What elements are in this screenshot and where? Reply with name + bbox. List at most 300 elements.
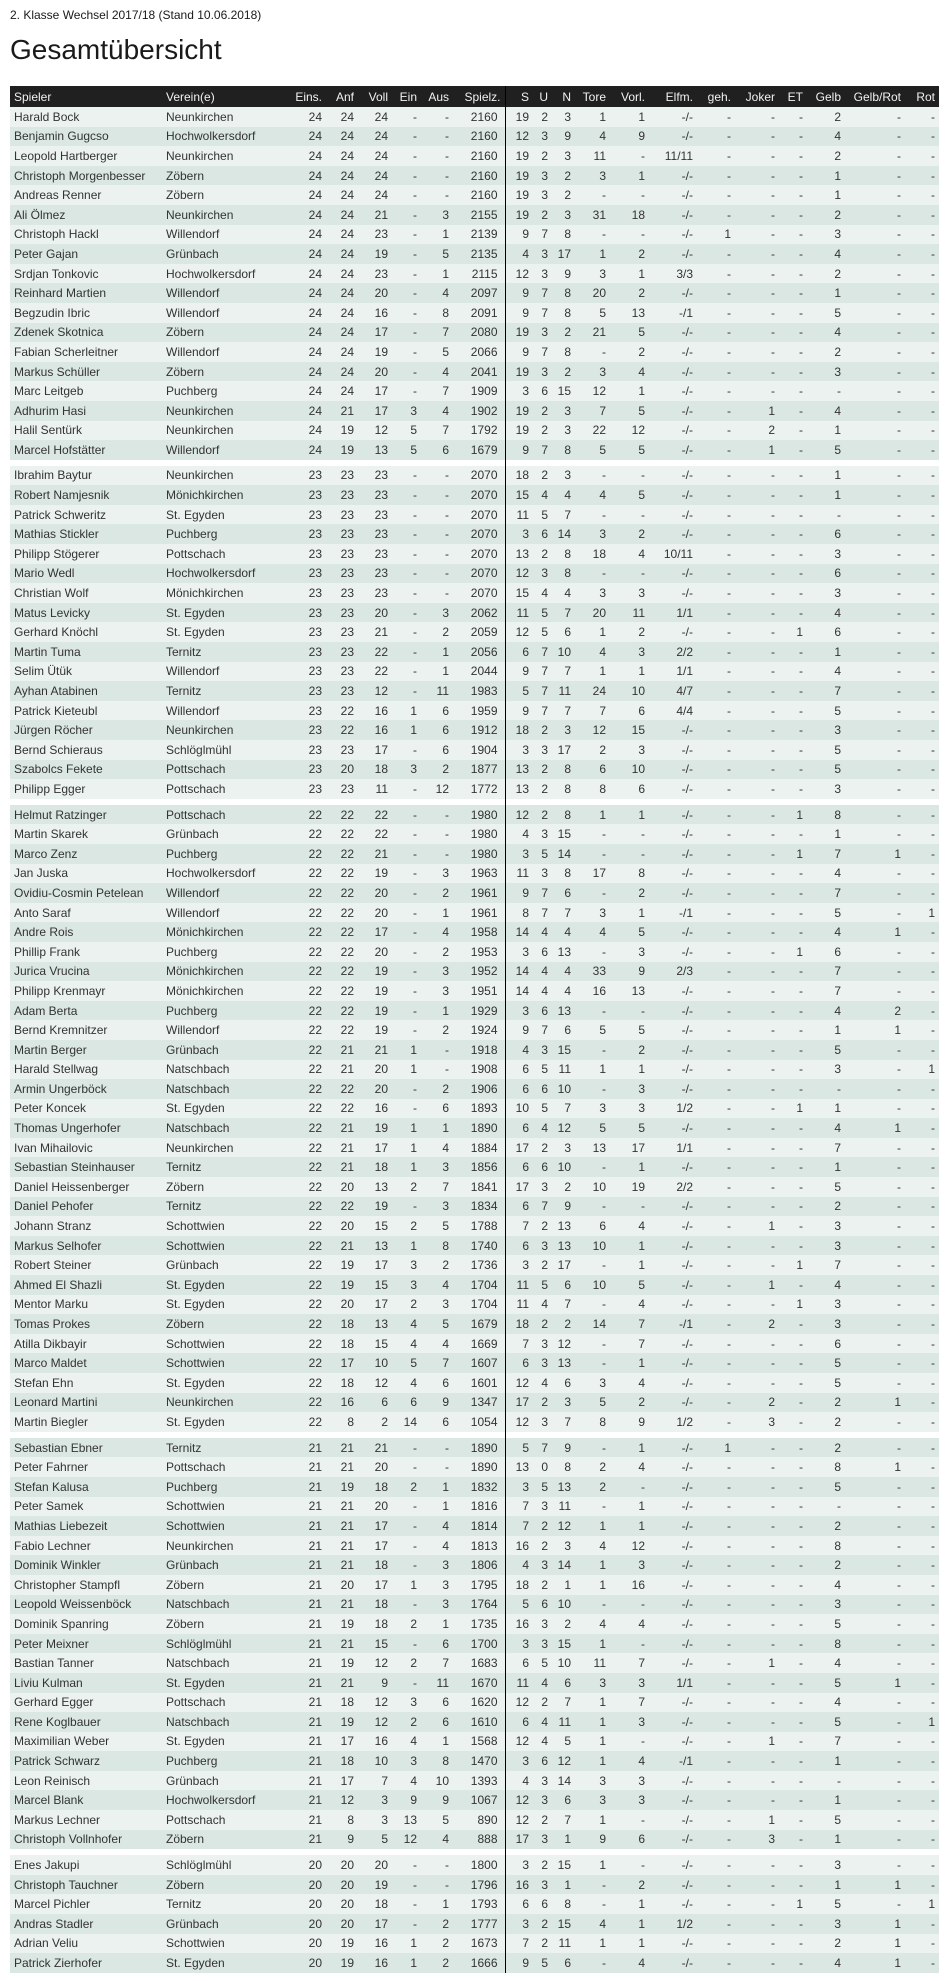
stat-cell-gelb: 2 bbox=[807, 1412, 845, 1432]
stat-cell-s: 3 bbox=[505, 1914, 533, 1934]
club-cell: Zöbern bbox=[162, 1875, 282, 1895]
stat-cell-s: 6 bbox=[505, 1712, 533, 1732]
stat-cell-eins: 21 bbox=[282, 1497, 326, 1517]
stat-cell-eins: 24 bbox=[282, 185, 326, 205]
stat-cell-ein: 1 bbox=[392, 1575, 421, 1595]
stat-cell-geh: - bbox=[697, 583, 735, 603]
stat-cell-elfm: -/- bbox=[649, 622, 697, 642]
stat-cell-tore: 9 bbox=[575, 1830, 610, 1850]
stat-cell-u: 7 bbox=[533, 1438, 552, 1458]
stat-cell-gelb: 5 bbox=[807, 903, 845, 923]
stat-cell-vorl: 6 bbox=[610, 701, 649, 721]
stat-cell-u: 6 bbox=[533, 1894, 552, 1914]
stat-cell-ein: - bbox=[392, 642, 421, 662]
stat-cell-eins: 22 bbox=[282, 1412, 326, 1432]
stat-cell-s: 13 bbox=[505, 779, 533, 799]
stat-cell-tore: 8 bbox=[575, 1412, 610, 1432]
stat-cell-rot: - bbox=[905, 1295, 939, 1315]
stat-cell-n: 15 bbox=[552, 381, 575, 401]
table-row bbox=[10, 127, 939, 147]
table-row bbox=[10, 1771, 939, 1791]
stat-cell-anf: 24 bbox=[326, 264, 358, 284]
stat-cell-spielz: 1764 bbox=[453, 1595, 505, 1615]
stat-cell-elfm: -/- bbox=[649, 1653, 697, 1673]
stat-cell-eins: 21 bbox=[282, 1751, 326, 1771]
stat-cell-rot: - bbox=[905, 805, 939, 825]
stat-cell-s: 12 bbox=[505, 1693, 533, 1713]
table-row bbox=[10, 1934, 939, 1954]
stat-cell-spielz: 2070 bbox=[453, 505, 505, 525]
stat-cell-aus: 5 bbox=[421, 1314, 453, 1334]
stat-cell-eins: 24 bbox=[282, 283, 326, 303]
player-name-cell: Mario Wedl bbox=[10, 564, 162, 584]
stat-cell-geh: - bbox=[697, 681, 735, 701]
stat-cell-eins: 24 bbox=[282, 362, 326, 382]
table-row bbox=[10, 1497, 939, 1517]
stat-cell-s: 11 bbox=[505, 1673, 533, 1693]
stat-cell-rot: - bbox=[905, 1875, 939, 1895]
stat-cell-tore: - bbox=[575, 844, 610, 864]
stat-cell-et: - bbox=[779, 642, 807, 662]
stat-cell-et: - bbox=[779, 283, 807, 303]
stat-cell-u: 2 bbox=[533, 1536, 552, 1556]
stat-cell-geh: - bbox=[697, 1275, 735, 1295]
stat-cell-voll: 18 bbox=[358, 1157, 392, 1177]
stat-cell-tore: - bbox=[575, 1894, 610, 1914]
stat-cell-gelb: 4 bbox=[807, 922, 845, 942]
stat-cell-et: - bbox=[779, 1060, 807, 1080]
stat-cell-n: 3 bbox=[552, 146, 575, 166]
stat-cell-u: 5 bbox=[533, 505, 552, 525]
stat-cell-eins: 20 bbox=[282, 1894, 326, 1914]
stat-cell-tore: 1 bbox=[575, 1855, 610, 1875]
stat-cell-aus: 11 bbox=[421, 681, 453, 701]
stat-cell-s: 9 bbox=[505, 883, 533, 903]
stat-cell-gelb: 1 bbox=[807, 1790, 845, 1810]
stat-cell-joker: - bbox=[735, 701, 779, 721]
stat-cell-gelb: 3 bbox=[807, 544, 845, 564]
stat-cell-aus: 2 bbox=[421, 942, 453, 962]
stat-cell-aus: 3 bbox=[421, 1295, 453, 1315]
stat-cell-tore: 1 bbox=[575, 1634, 610, 1654]
stat-cell-vorl: 1 bbox=[610, 1914, 649, 1934]
stat-cell-rot: - bbox=[905, 824, 939, 844]
stat-cell-elfm: -/- bbox=[649, 466, 697, 486]
stat-cell-et: - bbox=[779, 1177, 807, 1197]
club-cell: Ternitz bbox=[162, 1894, 282, 1914]
stat-cell-s: 7 bbox=[505, 1497, 533, 1517]
stat-cell-aus: 1 bbox=[421, 225, 453, 245]
player-name-cell: Leonard Martini bbox=[10, 1393, 162, 1413]
stat-cell-s: 18 bbox=[505, 1575, 533, 1595]
stat-cell-tore: - bbox=[575, 1157, 610, 1177]
stat-cell-ein: - bbox=[392, 505, 421, 525]
stat-cell-u: 2 bbox=[533, 1914, 552, 1934]
stat-cell-spielz: 1800 bbox=[453, 1855, 505, 1875]
stat-cell-gelb-rot: - bbox=[845, 342, 905, 362]
stat-cell-aus: 4 bbox=[421, 1536, 453, 1556]
stat-cell-elfm: 4/7 bbox=[649, 681, 697, 701]
player-name-cell: Reinhard Martien bbox=[10, 283, 162, 303]
page-subtitle: 2. Klasse Wechsel 2017/18 (Stand 10.06.2018) bbox=[10, 8, 262, 22]
stat-cell-spielz: 1814 bbox=[453, 1516, 505, 1536]
stat-cell-et: - bbox=[779, 127, 807, 147]
stat-cell-u: 3 bbox=[533, 166, 552, 186]
stat-cell-rot: - bbox=[905, 1790, 939, 1810]
stat-cell-aus: 1 bbox=[421, 642, 453, 662]
stat-cell-spielz: 1906 bbox=[453, 1079, 505, 1099]
stat-cell-anf: 21 bbox=[326, 1438, 358, 1458]
stat-cell-eins: 22 bbox=[282, 942, 326, 962]
club-cell: Grünbach bbox=[162, 1771, 282, 1791]
stat-cell-joker: - bbox=[735, 107, 779, 127]
stat-cell-aus: 6 bbox=[421, 440, 453, 460]
stat-cell-joker: 1 bbox=[735, 1216, 779, 1236]
stat-cell-s: 12 bbox=[505, 1790, 533, 1810]
stat-cell-gelb-rot: - bbox=[845, 1771, 905, 1791]
stat-cell-n: 3 bbox=[552, 466, 575, 486]
club-cell: Zöbern bbox=[162, 1314, 282, 1334]
stat-cell-et: - bbox=[779, 323, 807, 343]
stat-cell-elfm: -/- bbox=[649, 1614, 697, 1634]
stat-cell-anf: 21 bbox=[326, 1634, 358, 1654]
stat-cell-tore: - bbox=[575, 1295, 610, 1315]
stat-cell-spielz: 1067 bbox=[453, 1790, 505, 1810]
stat-cell-et: - bbox=[779, 662, 807, 682]
stat-cell-s: 6 bbox=[505, 1157, 533, 1177]
stat-cell-gelb: 7 bbox=[807, 883, 845, 903]
stat-cell-voll: 23 bbox=[358, 524, 392, 544]
stat-cell-n: 15 bbox=[552, 824, 575, 844]
stat-cell-geh: - bbox=[697, 1751, 735, 1771]
stat-cell-gelb-rot: - bbox=[845, 1614, 905, 1634]
stat-cell-vorl: 1 bbox=[610, 107, 649, 127]
stat-cell-gelb: 4 bbox=[807, 401, 845, 421]
stat-cell-u: 7 bbox=[533, 701, 552, 721]
club-cell: Grünbach bbox=[162, 1255, 282, 1275]
stat-cell-rot: - bbox=[905, 421, 939, 441]
stat-cell-et: - bbox=[779, 342, 807, 362]
stat-cell-eins: 24 bbox=[282, 244, 326, 264]
stat-cell-s: 7 bbox=[505, 1516, 533, 1536]
stat-cell-ein: 1 bbox=[392, 1157, 421, 1177]
stat-cell-ein: - bbox=[392, 127, 421, 147]
stat-cell-elfm: -/- bbox=[649, 283, 697, 303]
table-row bbox=[10, 1353, 939, 1373]
stat-cell-voll: 22 bbox=[358, 805, 392, 825]
column-header-geh: geh. bbox=[697, 86, 735, 107]
stat-cell-u: 3 bbox=[533, 1771, 552, 1791]
stat-cell-gelb-rot: - bbox=[845, 622, 905, 642]
player-name-cell: Mentor Marku bbox=[10, 1295, 162, 1315]
stat-cell-gelb-rot: - bbox=[845, 107, 905, 127]
stat-cell-elfm: 2/2 bbox=[649, 642, 697, 662]
stat-cell-et: - bbox=[779, 466, 807, 486]
stat-cell-anf: 24 bbox=[326, 205, 358, 225]
stat-cell-anf: 23 bbox=[326, 740, 358, 760]
stat-cell-joker: - bbox=[735, 1138, 779, 1158]
stat-cell-n: 12 bbox=[552, 1516, 575, 1536]
stat-cell-eins: 24 bbox=[282, 146, 326, 166]
stat-cell-geh: - bbox=[697, 1555, 735, 1575]
stat-cell-voll: 17 bbox=[358, 922, 392, 942]
stat-cell-gelb-rot: - bbox=[845, 1040, 905, 1060]
stat-cell-elfm: -/- bbox=[649, 225, 697, 245]
stat-cell-u: 7 bbox=[533, 681, 552, 701]
stat-cell-gelb: 4 bbox=[807, 603, 845, 623]
stat-cell-spielz: 1607 bbox=[453, 1353, 505, 1373]
stat-cell-rot: - bbox=[905, 107, 939, 127]
stat-cell-aus: - bbox=[421, 1060, 453, 1080]
stat-cell-geh: - bbox=[697, 205, 735, 225]
stat-cell-aus: 7 bbox=[421, 1353, 453, 1373]
club-cell: Grünbach bbox=[162, 1040, 282, 1060]
club-cell: Schlöglmühl bbox=[162, 1634, 282, 1654]
stat-cell-tore: - bbox=[575, 1875, 610, 1895]
stat-cell-joker: - bbox=[735, 779, 779, 799]
stat-cell-spielz: 2160 bbox=[453, 166, 505, 186]
table-row bbox=[10, 1516, 939, 1536]
stat-cell-voll: 15 bbox=[358, 1275, 392, 1295]
stat-cell-vorl: 12 bbox=[610, 1536, 649, 1556]
player-name-cell: Marco Zenz bbox=[10, 844, 162, 864]
stat-cell-ein: 3 bbox=[392, 1275, 421, 1295]
stat-cell-elfm: -/- bbox=[649, 401, 697, 421]
stat-cell-gelb-rot: - bbox=[845, 681, 905, 701]
stat-cell-gelb-rot: - bbox=[845, 505, 905, 525]
stat-cell-anf: 23 bbox=[326, 466, 358, 486]
stat-cell-s: 12 bbox=[505, 1373, 533, 1393]
stat-cell-voll: 13 bbox=[358, 1236, 392, 1256]
player-name-cell: Andras Stadler bbox=[10, 1914, 162, 1934]
stat-cell-et: - bbox=[779, 244, 807, 264]
stat-cell-s: 3 bbox=[505, 1255, 533, 1275]
stat-cell-aus: 6 bbox=[421, 1634, 453, 1654]
stat-cell-geh: - bbox=[697, 1693, 735, 1713]
stat-cell-u: 3 bbox=[533, 1634, 552, 1654]
player-name-cell: Markus Schüller bbox=[10, 362, 162, 382]
table-row bbox=[10, 1157, 939, 1177]
stat-cell-s: 3 bbox=[505, 1477, 533, 1497]
table-row bbox=[10, 205, 939, 225]
table-row bbox=[10, 642, 939, 662]
stat-cell-voll: 17 bbox=[358, 1914, 392, 1934]
stat-cell-u: 2 bbox=[533, 1810, 552, 1830]
stat-cell-gelb-rot: - bbox=[845, 1138, 905, 1158]
stat-cell-spielz: 1951 bbox=[453, 981, 505, 1001]
stat-cell-eins: 22 bbox=[282, 1275, 326, 1295]
stat-cell-rot: - bbox=[905, 564, 939, 584]
stat-cell-gelb: 7 bbox=[807, 962, 845, 982]
stat-cell-rot: - bbox=[905, 127, 939, 147]
stat-cell-spielz: 1912 bbox=[453, 720, 505, 740]
stat-cell-vorl: - bbox=[610, 1001, 649, 1021]
club-cell: Willendorf bbox=[162, 1020, 282, 1040]
stat-cell-voll: 17 bbox=[358, 1516, 392, 1536]
stat-cell-u: 4 bbox=[533, 922, 552, 942]
stat-cell-anf: 21 bbox=[326, 401, 358, 421]
stat-cell-gelb-rot: - bbox=[845, 564, 905, 584]
table-row bbox=[10, 1216, 939, 1236]
stat-cell-et: 1 bbox=[779, 1894, 807, 1914]
stat-cell-ein: - bbox=[392, 1001, 421, 1021]
stat-cell-vorl: 2 bbox=[610, 883, 649, 903]
stat-cell-vorl: 3 bbox=[610, 942, 649, 962]
stat-cell-u: 5 bbox=[533, 1653, 552, 1673]
stat-cell-eins: 23 bbox=[282, 622, 326, 642]
stat-cell-geh: - bbox=[697, 1138, 735, 1158]
stat-cell-geh: - bbox=[697, 883, 735, 903]
stat-cell-et: - bbox=[779, 1653, 807, 1673]
stat-cell-n: 2 bbox=[552, 185, 575, 205]
stat-cell-rot: - bbox=[905, 1138, 939, 1158]
stat-cell-geh: - bbox=[697, 1197, 735, 1217]
club-cell: Neunkirchen bbox=[162, 466, 282, 486]
stat-cell-et: - bbox=[779, 1751, 807, 1771]
stat-cell-ein: - bbox=[392, 1438, 421, 1458]
stat-cell-rot: - bbox=[905, 1614, 939, 1634]
club-cell: Mönichkirchen bbox=[162, 583, 282, 603]
stat-cell-spielz: 1918 bbox=[453, 1040, 505, 1060]
table-row bbox=[10, 740, 939, 760]
stat-cell-elfm: -/- bbox=[649, 1934, 697, 1954]
stat-cell-geh: - bbox=[697, 1516, 735, 1536]
player-name-cell: Jurica Vrucina bbox=[10, 962, 162, 982]
stat-cell-aus: 3 bbox=[421, 962, 453, 982]
stat-cell-rot: - bbox=[905, 779, 939, 799]
stat-cell-rot: - bbox=[905, 1001, 939, 1021]
stat-cell-ein: - bbox=[392, 681, 421, 701]
stat-cell-joker: 2 bbox=[735, 421, 779, 441]
stat-cell-n: 11 bbox=[552, 1497, 575, 1517]
stat-cell-u: 3 bbox=[533, 1497, 552, 1517]
stat-cell-voll: 17 bbox=[358, 323, 392, 343]
stat-cell-gelb: 3 bbox=[807, 1236, 845, 1256]
player-name-cell: Daniel Pehofer bbox=[10, 1197, 162, 1217]
table-row bbox=[10, 544, 939, 564]
stat-cell-joker: - bbox=[735, 225, 779, 245]
stat-cell-u: 2 bbox=[533, 1575, 552, 1595]
stat-cell-aus: 2 bbox=[421, 1020, 453, 1040]
stat-cell-elfm: -/- bbox=[649, 779, 697, 799]
stat-cell-rot: - bbox=[905, 1334, 939, 1354]
stat-cell-rot: - bbox=[905, 401, 939, 421]
stat-cell-voll: 16 bbox=[358, 720, 392, 740]
stat-cell-geh: - bbox=[697, 1040, 735, 1060]
stat-cell-gelb: 1 bbox=[807, 1020, 845, 1040]
player-name-cell: Martin Skarek bbox=[10, 824, 162, 844]
stat-cell-spielz: 1772 bbox=[453, 779, 505, 799]
stat-cell-et: 1 bbox=[779, 942, 807, 962]
stat-cell-gelb: 3 bbox=[807, 583, 845, 603]
stat-cell-joker: - bbox=[735, 903, 779, 923]
stat-cell-eins: 21 bbox=[282, 1830, 326, 1850]
stat-cell-et: - bbox=[779, 720, 807, 740]
stat-cell-n: 14 bbox=[552, 1555, 575, 1575]
stat-cell-ein: - bbox=[392, 622, 421, 642]
stat-cell-geh: - bbox=[697, 185, 735, 205]
stat-cell-ein: - bbox=[392, 824, 421, 844]
stat-cell-vorl: 1 bbox=[610, 1438, 649, 1458]
stat-cell-geh: - bbox=[697, 1353, 735, 1373]
stat-cell-u: 2 bbox=[533, 1393, 552, 1413]
stat-cell-rot: - bbox=[905, 1914, 939, 1934]
table-row bbox=[10, 1295, 939, 1315]
stat-cell-geh: - bbox=[697, 805, 735, 825]
stat-cell-spielz: 1890 bbox=[453, 1438, 505, 1458]
stat-cell-ein: - bbox=[392, 244, 421, 264]
club-cell: Natschbach bbox=[162, 1079, 282, 1099]
player-name-cell: Ibrahim Baytur bbox=[10, 466, 162, 486]
stat-cell-n: 2 bbox=[552, 323, 575, 343]
club-cell: Neunkirchen bbox=[162, 421, 282, 441]
stat-cell-elfm: -/- bbox=[649, 1040, 697, 1060]
stat-cell-rot: - bbox=[905, 1555, 939, 1575]
stat-cell-ein: 1 bbox=[392, 1118, 421, 1138]
stat-cell-et: - bbox=[779, 1040, 807, 1060]
stat-cell-voll: 23 bbox=[358, 544, 392, 564]
stat-cell-s: 4 bbox=[505, 1555, 533, 1575]
stat-cell-s: 9 bbox=[505, 283, 533, 303]
stat-cell-vorl: 1 bbox=[610, 805, 649, 825]
stat-cell-ein: - bbox=[392, 805, 421, 825]
stat-cell-s: 3 bbox=[505, 740, 533, 760]
stat-cell-u: 7 bbox=[533, 303, 552, 323]
stat-cell-tore: 3 bbox=[575, 524, 610, 544]
stat-cell-n: 17 bbox=[552, 244, 575, 264]
stat-cell-anf: 12 bbox=[326, 1790, 358, 1810]
column-header-s: S bbox=[505, 86, 533, 107]
stat-cell-et: - bbox=[779, 1693, 807, 1713]
column-header-tore: Tore bbox=[575, 86, 610, 107]
stat-cell-aus: 6 bbox=[421, 740, 453, 760]
stat-cell-geh: - bbox=[697, 740, 735, 760]
player-name-cell: Marc Leitgeb bbox=[10, 381, 162, 401]
stat-cell-ein: 4 bbox=[392, 1771, 421, 1791]
stat-cell-u: 6 bbox=[533, 1001, 552, 1021]
stat-cell-anf: 21 bbox=[326, 1236, 358, 1256]
player-name-cell: Mathias Stickler bbox=[10, 524, 162, 544]
stat-cell-gelb: 1 bbox=[807, 283, 845, 303]
stat-cell-voll: 20 bbox=[358, 942, 392, 962]
stat-cell-ein: 3 bbox=[392, 1751, 421, 1771]
stat-cell-gelb: 6 bbox=[807, 564, 845, 584]
stat-cell-voll: 5 bbox=[358, 1830, 392, 1850]
stat-cell-rot: - bbox=[905, 1595, 939, 1615]
stat-cell-voll: 17 bbox=[358, 1536, 392, 1556]
stat-cell-elfm: -/- bbox=[649, 1712, 697, 1732]
player-name-cell: Dominik Spanring bbox=[10, 1614, 162, 1634]
stat-cell-gelb-rot: 1 bbox=[845, 1673, 905, 1693]
stat-cell-rot: - bbox=[905, 1236, 939, 1256]
stat-cell-gelb: 8 bbox=[807, 1536, 845, 1556]
stat-cell-aus: - bbox=[421, 583, 453, 603]
stat-cell-ein: - bbox=[392, 146, 421, 166]
stat-cell-gelb: 2 bbox=[807, 205, 845, 225]
stat-cell-aus: 5 bbox=[421, 342, 453, 362]
stat-cell-geh: - bbox=[697, 720, 735, 740]
club-cell: St. Egyden bbox=[162, 622, 282, 642]
stat-cell-geh: - bbox=[697, 466, 735, 486]
stat-cell-anf: 22 bbox=[326, 701, 358, 721]
table-row bbox=[10, 1197, 939, 1217]
stat-cell-joker: - bbox=[735, 1157, 779, 1177]
stat-cell-aus: 5 bbox=[421, 1810, 453, 1830]
stat-cell-eins: 21 bbox=[282, 1790, 326, 1810]
stat-cell-s: 13 bbox=[505, 544, 533, 564]
stat-cell-u: 6 bbox=[533, 1079, 552, 1099]
stat-cell-vorl: - bbox=[610, 146, 649, 166]
